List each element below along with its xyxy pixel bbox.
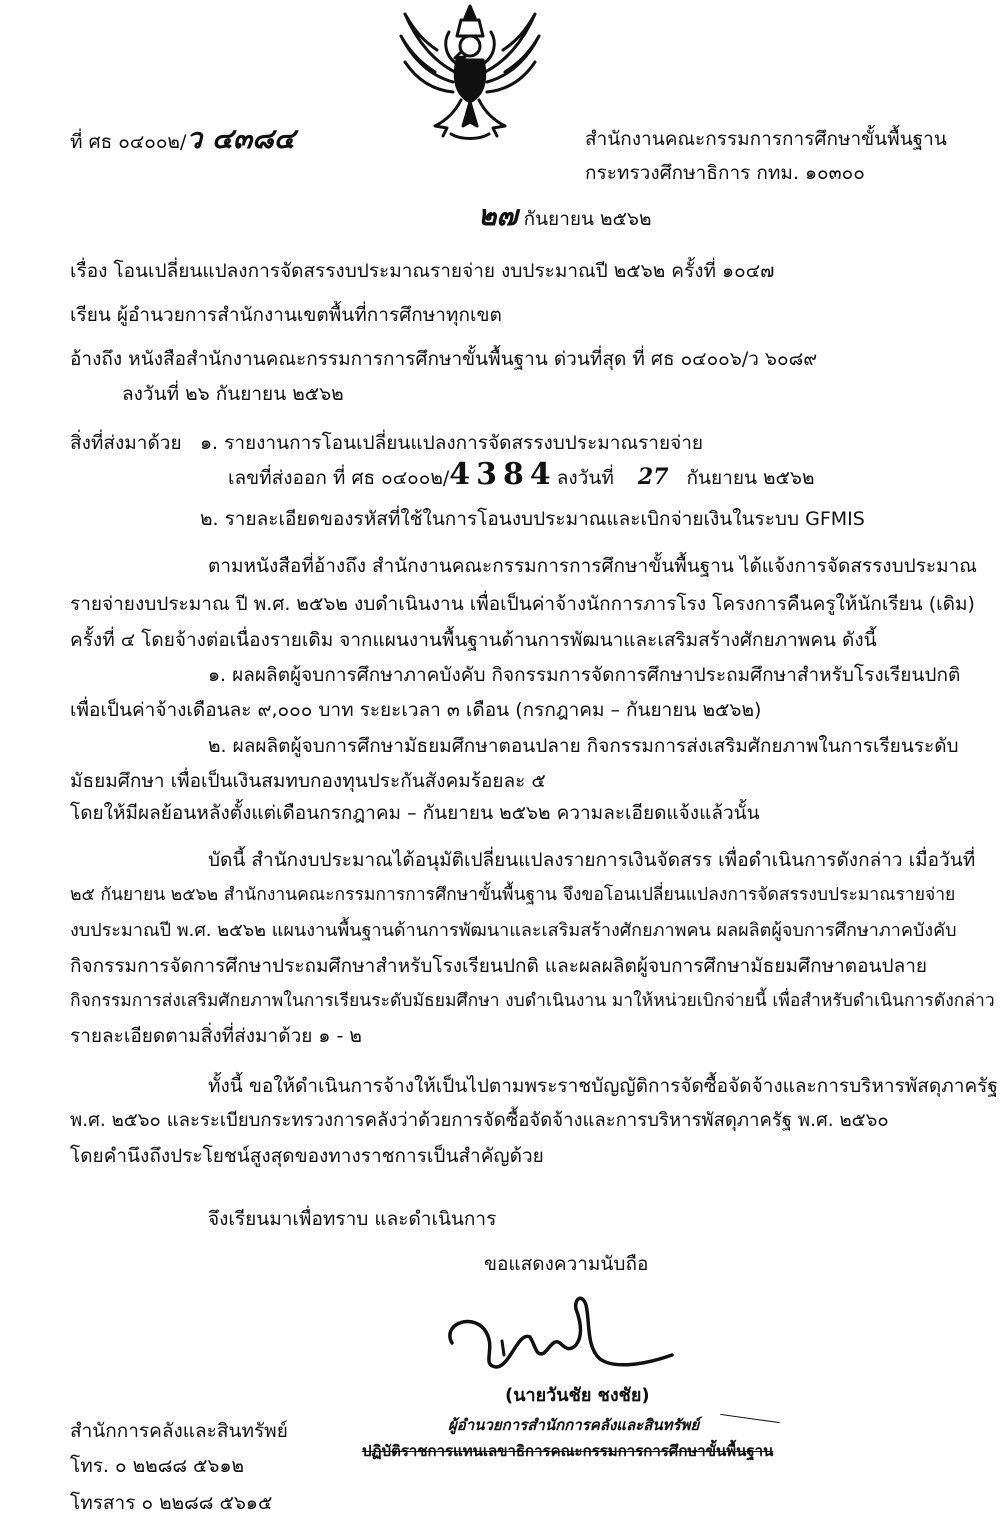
body-p4-line2: ๒๕ กันยายน ๒๕๖๒ สำนักงานคณะกรรมการการศึกษาขั้นพื้นฐาน จึงขอโอนเปลี่ยนแปลงการจัดสรรงบประมาณรายจ่าย bbox=[70, 885, 956, 905]
enclosure-item-1: ๑. รายงานการโอนเปลี่ยนแปลงการจัดสรรงบประมาณรายจ่าย bbox=[200, 432, 704, 454]
footer-phone: โทร. ๐ ๒๒๘๘ ๕๖๑๒ bbox=[70, 1455, 245, 1477]
body-p3-line1: ๒. ผลผลิตผู้จบการศึกษามัธยมศึกษาตอนปลาย กิจกรรมการส่งเสริมศักยภาพในการเรียนระดับ bbox=[208, 735, 959, 757]
body-p1-line1: ตามหนังสือที่อ้างถึง สำนักงานคณะกรรมการการศึกษาขั้นพื้นฐาน ได้แจ้งการจัดสรรงบประมาณ bbox=[208, 555, 977, 577]
garuda-emblem bbox=[395, 2, 545, 152]
body-p5-line3: โดยคำนึงถึงประโยชน์สูงสุดของทางราชการเป็นสำคัญด้วย bbox=[70, 1145, 544, 1167]
org-name: สำนักงานคณะกรรมการการศึกษาขั้นพื้นฐาน bbox=[585, 128, 947, 150]
body-p1-line2: รายจ่ายงบประมาณ ปี พ.ศ. ๒๕๖๒ งบดำเนินงาน เพื่อเป็นค่าจ้างนักการภารโรง โครงการคืนครูให้นักเรียน (เดิม) bbox=[70, 593, 975, 615]
signature-image bbox=[440, 1285, 680, 1385]
recipient-line: เรียน ผู้อำนวยการสำนักงานเขตพื้นที่การศึกษาทุกเขต bbox=[70, 304, 502, 326]
document-date bbox=[478, 199, 652, 232]
body-p3-line3: โดยให้มีผลย้อนหลังตั้งแต่เดือนกรกฎาคม – กันยายน ๒๕๖๒ ความละเอียดแจ้งแล้วนั้น bbox=[70, 802, 760, 824]
title-underline bbox=[720, 1414, 780, 1423]
subject-line: เรื่อง โอนเปลี่ยนแปลงการจัดสรรงบประมาณรายจ่าย งบประมาณปี ๒๕๖๒ ครั้งที่ ๑๐๔๗ bbox=[70, 260, 775, 282]
footer-fax: โทรสาร ๐ ๒๒๘๘ ๕๖๑๕ bbox=[70, 1492, 273, 1514]
body-p4-line5: กิจกรรมการส่งเสริมศักยภาพในการเรียนระดับมัธยมศึกษา งบดำเนินงาน มาให้หน่วยเบิกจ่ายนี้ เพื่อสำหรับดำเนินการดังกล่าว bbox=[70, 991, 995, 1011]
body-p2-line1: ๑. ผลผลิตผู้จบการศึกษาภาคบังคับ กิจกรรมการจัดการศึกษาประถมศึกษาสำหรับโรงเรียนปกติ bbox=[208, 664, 961, 686]
body-p4-line3: งบประมาณปี พ.ศ. ๒๕๖๒ แผนงานพื้นฐานด้านการพัฒนาและเสริมสร้างศักยภาพคน ผลผลิตผู้จบการศึกษาภาคบังคับ bbox=[70, 920, 957, 941]
export-day-handwritten: 27 bbox=[637, 464, 669, 490]
reference-line-1: อ้างถึง หนังสือสำนักงานคณะกรรมการการศึกษาขั้นพื้นฐาน ด่วนที่สุด ที่ ศธ ๐๔๐๐๖/ว ๖๐๘๙ bbox=[70, 348, 818, 370]
date-day-handwritten: ๒๗ bbox=[478, 199, 518, 232]
body-p4-line6: รายละเอียดตามสิ่งที่ส่งมาด้วย ๑ - ๒ bbox=[70, 1025, 362, 1047]
doc-number-handwritten: ว ๔๓๘๔ bbox=[186, 122, 295, 155]
body-p3-line2: มัธยมศึกษา เพื่อเป็นเงินสมทบกองทุนประกันสังคมร้อยละ ๕ bbox=[70, 770, 546, 792]
regards-text: ขอแสดงความนับถือ bbox=[484, 1253, 649, 1275]
enclosure-item-2: ๒. รายละเอียดของรหัสที่ใช้ในการโอนงบประมาณและเบิกจ่ายเงินในระบบ GFMIS bbox=[200, 508, 865, 530]
signer-title-1: ผู้อำนวยการสำนักการคลังและสินทรัพย์ bbox=[448, 1416, 700, 1434]
date-month-year: กันยายน ๒๕๖๒ bbox=[523, 208, 652, 230]
doc-number-prefix: ที่ ศธ ๐๔๐๐๒/ bbox=[70, 131, 187, 153]
export-number-handwritten: 4384 bbox=[449, 457, 557, 492]
reference-line-2: ลงวันที่ ๒๖ กันยายน ๒๕๖๒ bbox=[122, 383, 344, 405]
body-p4-line4: กิจกรรมการจัดการศึกษาประถมศึกษาสำหรับโรงเรียนปกติ และผลผลิตผู้จบการศึกษามัธยมศึกษาตอนปลาย bbox=[70, 955, 928, 977]
body-p4-line1: บัดนี้ สำนักงบประมาณได้อนุมัติเปลี่ยนแปลงรายการเงินจัดสรร เพื่อดำเนินการดังกล่าว เมื่อวันที่ bbox=[208, 849, 976, 871]
enclosure-item-1-number: เลขที่ส่งออก ที่ ศธ ๐๔๐๐๒/4384ลงวันที่ 27 กันยายน ๒๕๖๒ bbox=[228, 457, 815, 492]
body-p2-line2: เพื่อเป็นค่าจ้างเดือนละ ๙,๐๐๐ บาท ระยะเวลา ๓ เดือน (กรกฎาคม – กันยายน ๒๕๖๒) bbox=[70, 699, 762, 721]
footer-office: สำนักการคลังและสินทรัพย์ bbox=[70, 1420, 288, 1442]
closing-line: จึงเรียนมาเพื่อทราบ และดำเนินการ bbox=[208, 1208, 497, 1230]
org-address: กระทรวงศึกษาธิการ กทม. ๑๐๓๐๐ bbox=[585, 162, 865, 184]
signer-title-2: ปฏิบัติราชการแทนเลขาธิการคณะกรรมการการศึกษาขั้นพื้นฐาน bbox=[362, 1442, 774, 1460]
signer-name: (นายวันชัย ชงชัย) bbox=[505, 1385, 650, 1406]
body-p1-line3: ครั้งที่ ๔ โดยจ้างต่อเนื่องรายเดิม จากแผนงานพื้นฐานด้านการพัฒนาและเสริมสร้างศักยภาพคน ดังนี้ bbox=[70, 629, 877, 651]
enclosures-label: สิ่งที่ส่งมาด้วย bbox=[70, 432, 182, 454]
body-p5-line2: พ.ศ. ๒๕๖๐ และระเบียบกระทรวงการคลังว่าด้วยการจัดซื้อจัดจ้างและการบริหารพัสดุภาครัฐ พ.ศ. ๒๕๖๐ bbox=[70, 1110, 889, 1131]
body-p5-line1: ทั้งนี้ ขอให้ดำเนินการจ้างให้เป็นไปตามพระราชบัญญัติการจัดซื้อจัดจ้างและการบริหารพัสดุภาครัฐ bbox=[208, 1075, 998, 1097]
doc-number bbox=[70, 122, 295, 155]
